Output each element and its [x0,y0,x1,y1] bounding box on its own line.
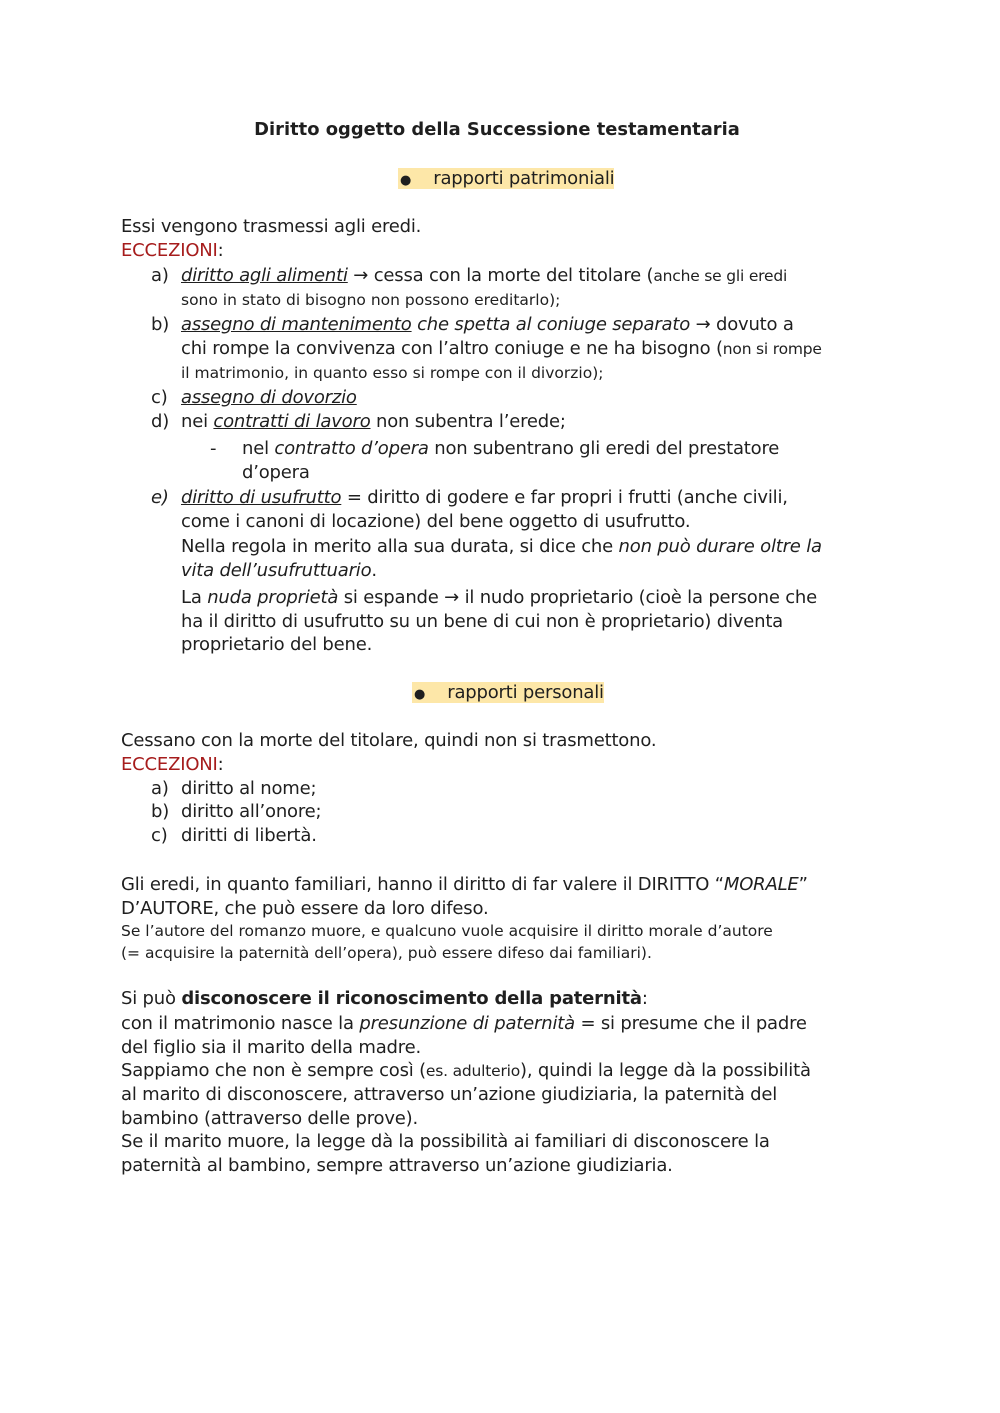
list-item-a: diritto agli alimenti → cessa con la morte del titolare (anche se gli eredi [181,265,788,286]
sub-list-item: nel contratto d’opera non subentrano gli eredi del prestatore [242,438,780,459]
heading-text: rapporti patrimoniali [433,168,615,189]
list-item-e-line6: ha il diritto di usufrutto su un bene di cui non è proprietario) diventa [181,611,784,632]
exceptions-label: ECCEZIONI: [121,240,224,261]
paragraph-line: Sappiamo che non è sempre così (es. adulterio), quindi la legge dà la possibilità [121,1060,811,1081]
bullet-icon: ● [400,173,412,188]
paragraph-line: D’AUTORE, che può essere da loro difeso. [121,898,489,919]
list-marker: b) [151,801,170,822]
list-item-e-line7: proprietario del bene. [181,634,373,655]
sub-list-marker: - [210,438,217,459]
paragraph-line: Se il marito muore, la legge dà la possibilità ai familiari di disconoscere la [121,1131,770,1152]
list-marker: c) [151,387,168,408]
section2-intro: Cessano con la morte del titolare, quindi non si trasmettono. [121,730,657,751]
paragraph-line: bambino (attraverso delle prove). [121,1108,419,1129]
section-heading-personali [412,681,604,707]
list-item: diritto all’onore; [181,801,322,822]
heading-text: rapporti personali [447,682,604,703]
section1-intro: Essi vengono trasmessi agli eredi. [121,216,422,237]
list-marker: a) [151,265,169,286]
paragraph-line: al marito di disconoscere, attraverso un’azione giudiziaria, la paternità del [121,1084,778,1105]
list-marker: b) [151,314,170,335]
document-title: Diritto oggetto della Successione testamentaria [254,119,740,140]
paragraph-line: del figlio sia il marito della madre. [121,1037,421,1058]
list-item-e-line4: vita dell’usufruttuario. [181,560,377,581]
sub-list-item-line2: d’opera [242,462,310,483]
list-item-e-line2: come i canoni di locazione) del bene oggetto di usufrutto. [181,511,691,532]
list-marker: e) [151,487,169,508]
list-item-b: assegno di mantenimento che spetta al coniuge separato → dovuto a [181,314,794,335]
list-marker: d) [151,411,170,432]
paragraph-line: Gli eredi, in quanto familiari, hanno il diritto di far valere il DIRITTO “MORALE” [121,874,808,895]
list-item-d: nei contratti di lavoro non subentra l’erede; [181,411,566,432]
exceptions-label: ECCEZIONI: [121,754,224,775]
paragraph-note: (= acquisire la paternità dell’opera), può essere difeso dai familiari). [121,944,652,962]
section-heading-patrimoniali [398,167,614,193]
list-marker: a) [151,778,169,799]
paragraph-line: con il matrimonio nasce la presunzione di paternità = si presume che il padre [121,1013,807,1034]
list-item-b-line3: il matrimonio, in quanto esso si rompe con il divorzio); [181,364,604,382]
list-item-e-line3: Nella regola in merito alla sua durata, si dice che non può durare oltre la [181,536,822,557]
list-item-a-line2: sono in stato di bisogno non possono ereditarlo); [181,291,561,309]
list-item: diritti di libertà. [181,825,317,846]
list-item: diritto al nome; [181,778,317,799]
list-item-e-line5: La nuda proprietà si espande → il nudo proprietario (cioè la persone che [181,587,818,608]
paragraph-note: Se l’autore del romanzo muore, e qualcuno vuole acquisire il diritto morale d’autore [121,922,773,940]
bullet-icon: ● [414,687,426,702]
list-item-c: assegno di dovorzio [181,387,357,408]
list-marker: c) [151,825,168,846]
paragraph-line: Si può disconoscere il riconoscimento della paternità: [121,988,648,1009]
list-item-e: diritto di usufrutto = diritto di godere e far propri i frutti (anche civili, [181,487,788,508]
list-item-b-line2: chi rompe la convivenza con l’altro coniuge e ne ha bisogno (non si rompe [181,338,822,359]
paragraph-line: paternità al bambino, sempre attraverso un’azione giudiziaria. [121,1155,673,1176]
